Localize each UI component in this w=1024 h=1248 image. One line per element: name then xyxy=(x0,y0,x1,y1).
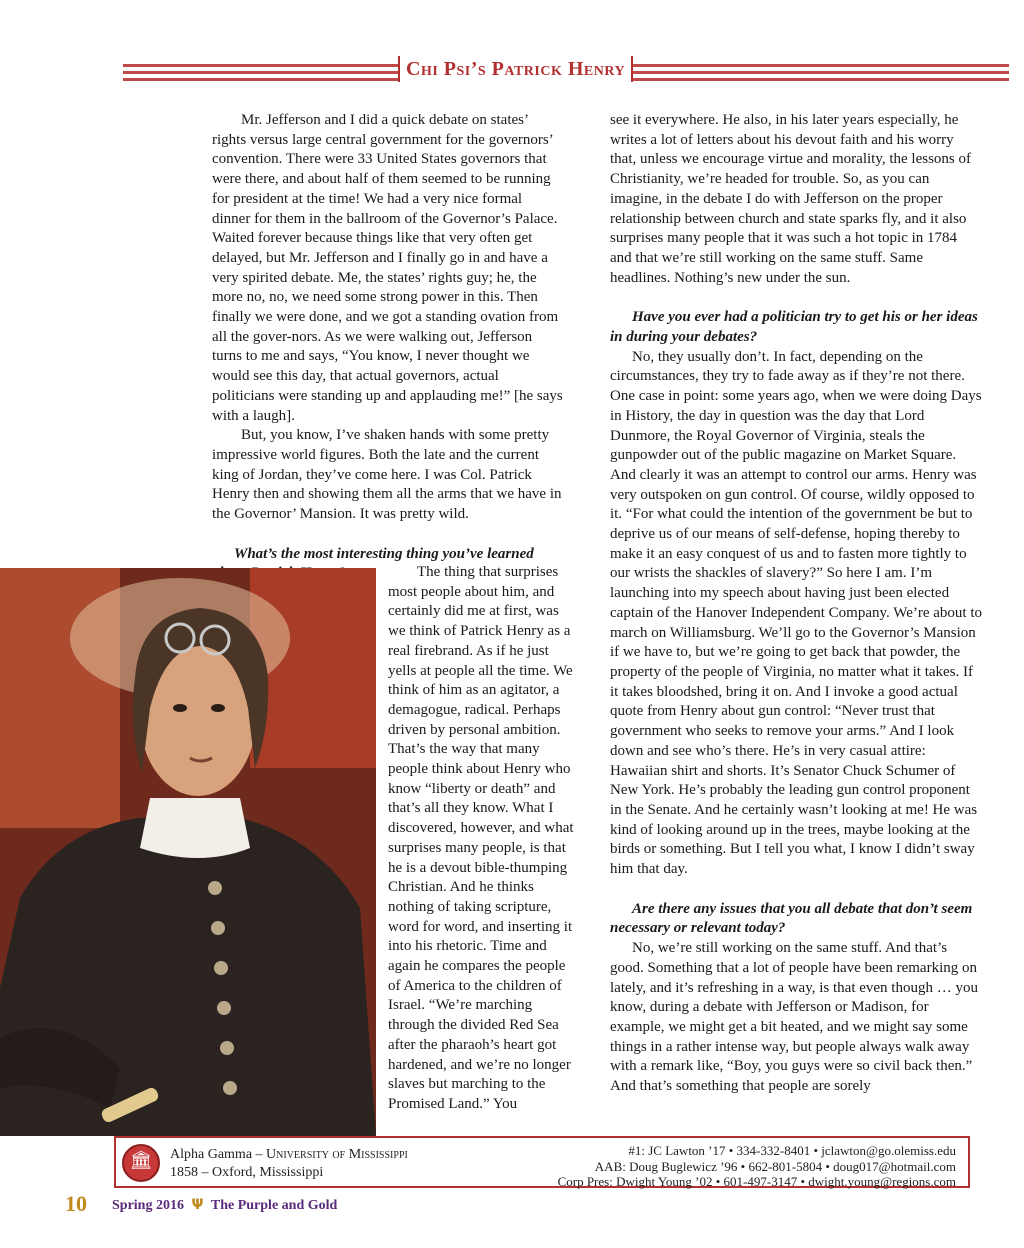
left-column-top xyxy=(212,111,564,584)
paragraph: The thing that surprises most people about him, and certainly did me at first, was we think of Patrick Henry as a real firebrand. As if he just yells at people all the time. We think of him as an agitator, a demagogue, radical. Perhaps driven by personal ambition. That’s the way that many people think about Henry who know “liberty or death” and that’s all they know. What I discovered, however, and what surprises many people, is that he is a devout bible-thumping Christian. And he thinks nothing of taking scripture, word for word, and inserting it into his rhetoric. Time and again he compares the people of America to the children of Israel. “We’re marching through the divided Red Sea after the pharaoh’s heart got hardened, and we’re no longer slaves but marching to the Promised Land.” You xyxy=(388,564,574,1112)
page-number: 10 xyxy=(65,1191,87,1216)
interview-question: What’s the most interesting thing you’ve learned xyxy=(234,545,534,562)
photo-patrick-henry-reenactor xyxy=(0,568,376,1136)
contact-line: Corp Pres: Dwight Young ’02 • 601-497-3147 • dwight.young@regions.com xyxy=(557,1174,956,1189)
chapter-info xyxy=(170,1146,408,1182)
chapter-name-line xyxy=(170,1146,408,1164)
paragraph: Mr. Jefferson and I did a quick debate on states’ rights versus large central government for the governors’ convention. There were 33 United States governors that were there, and about half of them seemed to be running for president at the time! We had a very nice formal dinner for them in the ballroom of the Governor’s Palace. Waited forever because things like that very often get delayed, but Mr. Jefferson and I finally go in and have a very spirited debate. Me, the states’ rights guy; he, the more no, no, we need some strong power in this. Then finally we were done, and we got a standing ovation from all the gover-nors. As we were walking out, Jefferson turns to me and says, “You know, I never thought we would see this day, that actual governors, actual politicians were standing up and applauding me!” [he says with a laugh]. xyxy=(212,112,563,424)
left-column-bottom xyxy=(388,563,578,1115)
page-title: Chi Psi’s Patrick Henry xyxy=(398,56,633,82)
contact-line: AAB: Doug Buglewicz ’96 • 662-801-5804 • doug017@hotmail.com xyxy=(594,1158,956,1174)
university-name: University of Mississippi xyxy=(266,1147,408,1162)
publication-name: The Purple and Gold xyxy=(210,1198,338,1213)
fraternity-crest-icon: Ψ xyxy=(191,1197,204,1213)
chapter-info-box xyxy=(114,1136,970,1188)
university-seal-icon: 🏛 xyxy=(122,1144,160,1182)
chapter-contacts xyxy=(558,1143,956,1190)
issue-line xyxy=(112,1197,337,1214)
chapter-founded: 1858 – Oxford, Mississippi xyxy=(170,1165,324,1180)
issue-season: Spring 2016 xyxy=(112,1198,184,1213)
paragraph: But, you know, I’ve shaken hands with some pretty impressive world figures. Both the late and the current king of Jordan, they’ve come here. I was Col. Patrick Henry then and showing them all the arms that we have in the Governor’ Mansion. It was pretty wild. xyxy=(212,427,562,523)
paragraph: No, we’re still working on the same stuff. And that’s good. Something that a lot of people have been remarking on lately, and it’s refreshing in a way, is that even though … you know, during a debate with Jefferson or Madison, for example, we might get a bit heated, and we might say some things in a rather intense way, but people always walk away with a remark like, “Boy, you guys were so civil back then.” And that’s something that people are sorely xyxy=(610,940,978,1095)
contact-line: #1: JC Lawton ’17 • 334-332-8401 • jclawton@go.olemiss.edu xyxy=(628,1143,956,1158)
chapter-name: Alpha Gamma – xyxy=(170,1147,263,1162)
interview-question: Are there any issues that you all debate that don’t seem necessary or relevant today? xyxy=(610,900,973,937)
interview-question: Have you ever had a politician try to get his or her ideas in during your debates? xyxy=(610,309,978,346)
paragraph: see it everywhere. He also, in his later years especially, he writes a lot of letters about his devout faith and his worry that, unless we encourage virtue and morality, the lessons of Christianity, we’re headed for trouble. So, as you can imagine, in the debate I do with Jefferson on the proper relationship between church and state sparks fly, and it also surprises many people that it was such a hot topic in 1784 and that we’re still working on the same stuff. Same headlines. Nothing’s new under the sun. xyxy=(610,112,972,286)
right-column xyxy=(610,111,982,1097)
photo-illustration xyxy=(0,568,376,1136)
paragraph: No, they usually don’t. In fact, depending on the circumstances, they try to fade away as if they’re not there. One case in point: some years ago, when we were doing Days in History, the day in question was the day that Lord Dunmore, the Royal Governor of Virginia, steals the gunpowder out of the public magazine on Market Square. And clearly it was an attempt to control our arms. Henry was very outspoken on gun control. Of course, wildly opposed to it. “For what could the intention of the government be but to deprive us of our means of self-defense, hoping thereby to make it an easy conquest of us and to fasten more tightly to our wrists the shackles of slavery?” So here I am. I’m launching into my speech about having just been elected captain of the Hanover Independent Company. We’re about to march on Williamsburg. We’ll go to the Governor’s Mansion if we have to, but we’re going to get back that powder, the property of the people of Virginia, no matter what it takes. If it takes bloodshed, bring it on. And I invoke a good actual quote from Henry about gun control: “Never trust that government who seeks to remove your arms.” And I look down and see who’s there. He’s in very casual attire: Hawaiian shirt and shorts. It’s Senator Chuck Schumer of New York. He’s probably the leading gun control proponent in the Senate. And he certainly wasn’t looking at me! He was kind of looking around up in the trees, maybe looking at the birds or something. But I tell you what, I know I didn’t sway him that day. xyxy=(610,348,982,878)
